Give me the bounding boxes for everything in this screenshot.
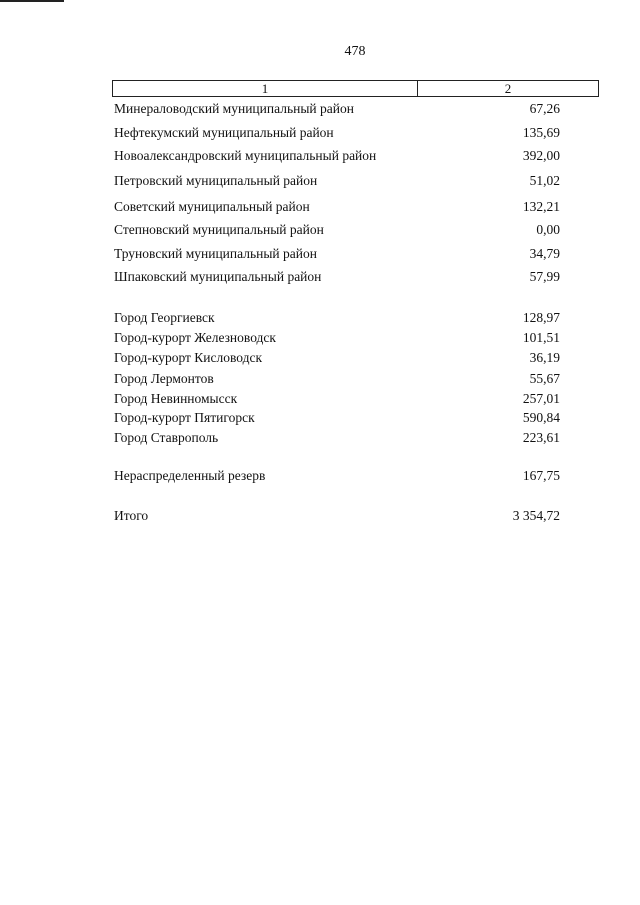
page-number: 478 xyxy=(344,44,366,59)
table-row xyxy=(114,429,560,447)
table-row xyxy=(114,329,560,347)
row-value: 36,19 xyxy=(529,350,560,365)
table-row xyxy=(114,467,560,485)
row-value: 135,69 xyxy=(522,125,560,140)
row-value: 57,99 xyxy=(529,269,560,284)
row-name: Город-курорт Кисловодск xyxy=(114,350,263,365)
row-name: Город Невинномысск xyxy=(114,391,238,406)
row-name: Город Георгиевск xyxy=(114,310,215,325)
table-row xyxy=(114,370,560,388)
table-row xyxy=(114,172,560,190)
row-name: Нераспределенный резерв xyxy=(114,468,266,483)
row-name: Новоалександровский муниципальный район xyxy=(114,148,377,163)
row-name: Минераловодский муниципальный район xyxy=(114,101,354,116)
table-row xyxy=(114,147,560,165)
row-value: 51,02 xyxy=(529,173,560,188)
column-header-2: 2 xyxy=(504,81,512,96)
row-name: Петровский муниципальный район xyxy=(114,173,318,188)
row-value: 392,00 xyxy=(522,148,560,163)
table-row xyxy=(114,221,560,239)
table-row xyxy=(114,198,560,216)
row-value: 67,26 xyxy=(529,101,560,116)
total-row xyxy=(114,507,560,525)
row-value: 223,61 xyxy=(522,430,560,445)
row-name: Труновский муниципальный район xyxy=(114,246,317,261)
row-name: Город-курорт Пятигорск xyxy=(114,410,255,425)
row-value: 590,84 xyxy=(522,410,560,425)
table-row xyxy=(114,409,560,427)
row-value: 128,97 xyxy=(522,310,560,325)
row-value: 257,01 xyxy=(522,391,560,406)
table-row xyxy=(114,245,560,263)
row-value: 55,67 xyxy=(529,371,560,386)
table-row xyxy=(114,100,560,118)
row-value: 0,00 xyxy=(536,222,560,237)
row-name: Советский муниципальный район xyxy=(114,199,310,214)
column-header-1: 1 xyxy=(113,81,418,96)
row-value: 101,51 xyxy=(522,330,560,345)
total-value: 3 354,72 xyxy=(512,508,560,523)
row-value: 132,21 xyxy=(522,199,560,214)
table-header xyxy=(112,80,599,97)
row-name: Шпаковский муниципальный район xyxy=(114,269,322,284)
table-row xyxy=(114,268,560,286)
row-name: Город-курорт Железноводск xyxy=(114,330,276,345)
table-row xyxy=(114,124,560,142)
table-row xyxy=(114,390,560,408)
total-label: Итого xyxy=(114,508,149,523)
row-value: 167,75 xyxy=(522,468,560,483)
row-name: Нефтекумский муниципальный район xyxy=(114,125,334,140)
row-value: 34,79 xyxy=(529,246,560,261)
row-name: Город Лермонтов xyxy=(114,371,214,386)
row-name: Город Ставрополь xyxy=(114,430,219,445)
table-row xyxy=(114,349,560,367)
corner-mark xyxy=(0,0,64,2)
table-row xyxy=(114,309,560,327)
row-name: Степновский муниципальный район xyxy=(114,222,324,237)
